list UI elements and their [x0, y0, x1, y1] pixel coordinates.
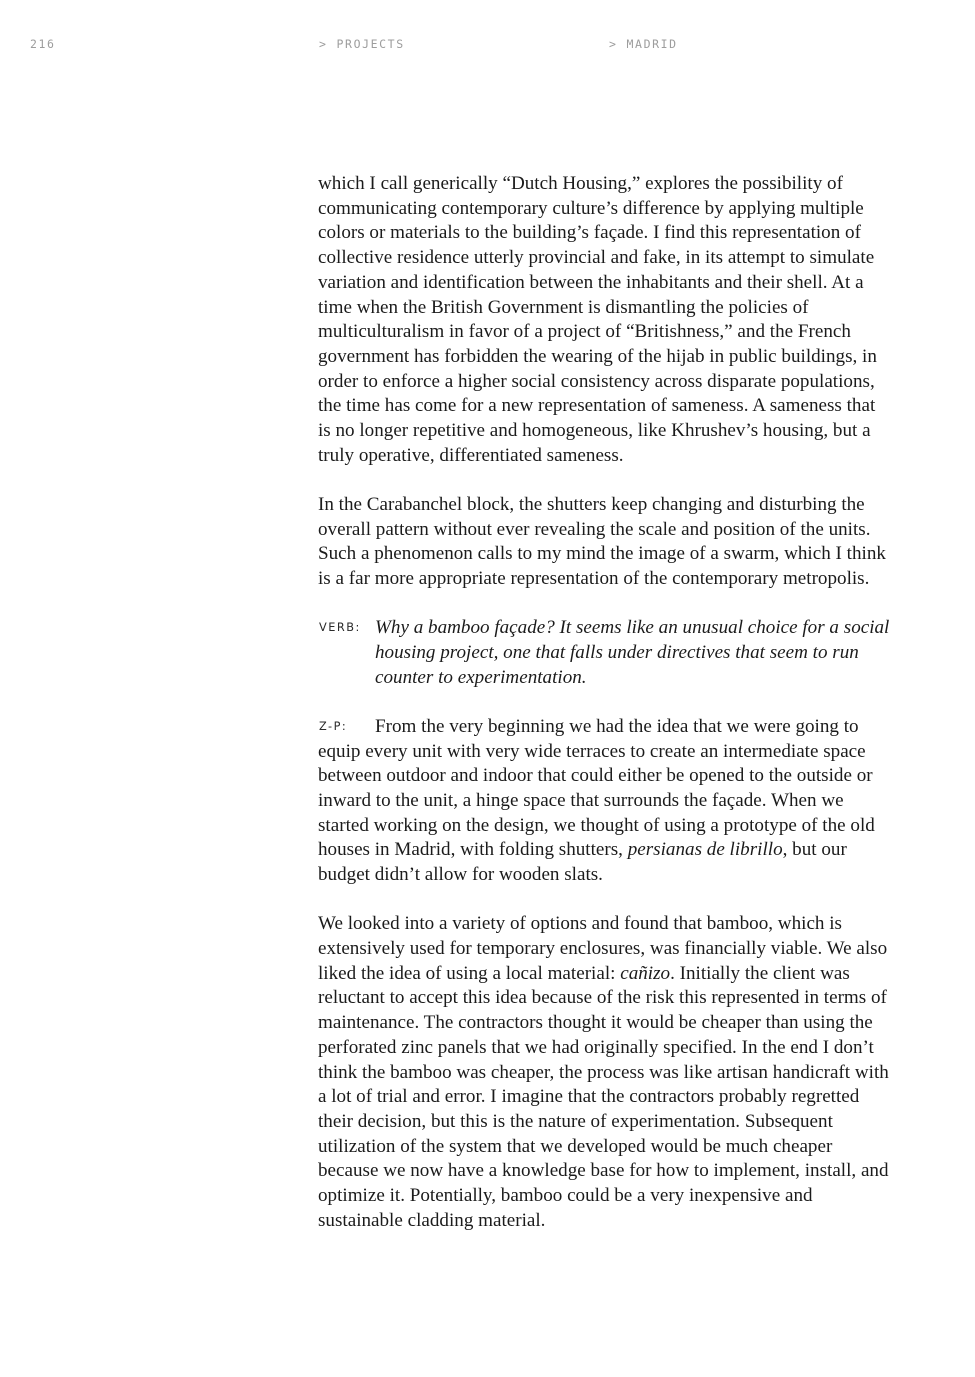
text-column: [318, 172, 890, 1233]
interview-question-block: [318, 616, 890, 690]
breadcrumb-projects-label: PROJECTS: [336, 37, 405, 51]
answer-text-part-2: , but our budget didn’t allow for wooden slats.: [318, 839, 847, 886]
body-paragraph: which I call generically “Dutch Housing,” explores the possibility of communicating contemporary culture’s difference by applying multiple colors or materials to the building’s façade. I find this representation of collective residence utterly provincial and fake, in its attempt to simulate variation and identification between the inhabitants and their shell. At a time when the British Government is dismantling the policies of multiculturalism in favor of a project of “Britishness,” and the French government has forbidden the wearing of the hijab in public buildings, in order to enforce a higher social consistency across disparate populations, the time has come for a new representation of sameness. A sameness that is no longer repetitive and homogeneous, like Khrushev’s housing, but a truly operative, differentiated sameness.: [318, 173, 877, 466]
paragraph-text-part-2: . Initially the client was reluctant to accept this idea because of the risk this represented in terms of maintenance. The contractors thought it would be cheaper than using the perforated zinc panels that we had originally specified. In the end I don’t think the bamboo was cheaper, the process was like artisan handicraft with a lot of trial and error. I imagine that the contractors probably regretted their decision, but this is the nature of experimentation. Subsequent utilization of the system that we developed would be much cheaper because we now have a knowledge base for how to implement, install, and optimize it. Potentially, bamboo could be a very inexpensive and sustainable cladding material.: [318, 962, 889, 1231]
paragraph-text-part-1: We looked into a variety of options and found that bamboo, which is extensively used for temporary enclosures, was financially viable. We also liked the idea of using a local material:: [318, 913, 888, 984]
answer-text-part-1: From the very beginning we had the idea that we were going to equip every unit with very wide terraces to create an intermediate space between outdoor and indoor that could either be opened to the outside or inward to the unit, a hinge space that surrounds the façade. When we started working on the design, we thought of using a prototype of the old houses in Madrid, with folding shutters,: [318, 715, 875, 861]
page-number: 216: [30, 37, 56, 51]
paragraph-italic-term: cañizo: [620, 962, 671, 984]
body-paragraph: [318, 912, 890, 1233]
interview-answer-block: [318, 715, 890, 888]
answer-italic-term: persianas de librillo: [627, 839, 783, 861]
chevron-right-icon: >: [609, 37, 618, 51]
interview-question-text: Why a bamboo façade? It seems like an unusual choice for a social housing project, one that falls under directives that seem to run counter to experimentation.: [375, 617, 890, 688]
breadcrumb-madrid-label: MADRID: [626, 37, 678, 51]
interview-answer-text: [318, 715, 890, 888]
breadcrumb-projects: [319, 33, 405, 55]
body-paragraph: In the Carabanchel block, the shutters keep changing and disturbing the overall pattern without ever revealing the scale and position of the units. Such a phenomenon calls to my mind the image of a swarm, which I think is a far more appropriate representation of the contemporary metropolis.: [318, 493, 886, 590]
speaker-label-verb: VERB:: [319, 621, 361, 635]
speaker-label-zp: Z-P:: [319, 719, 348, 733]
breadcrumb-madrid: [609, 33, 678, 55]
chevron-right-icon: >: [319, 37, 328, 51]
running-header: [0, 33, 975, 55]
